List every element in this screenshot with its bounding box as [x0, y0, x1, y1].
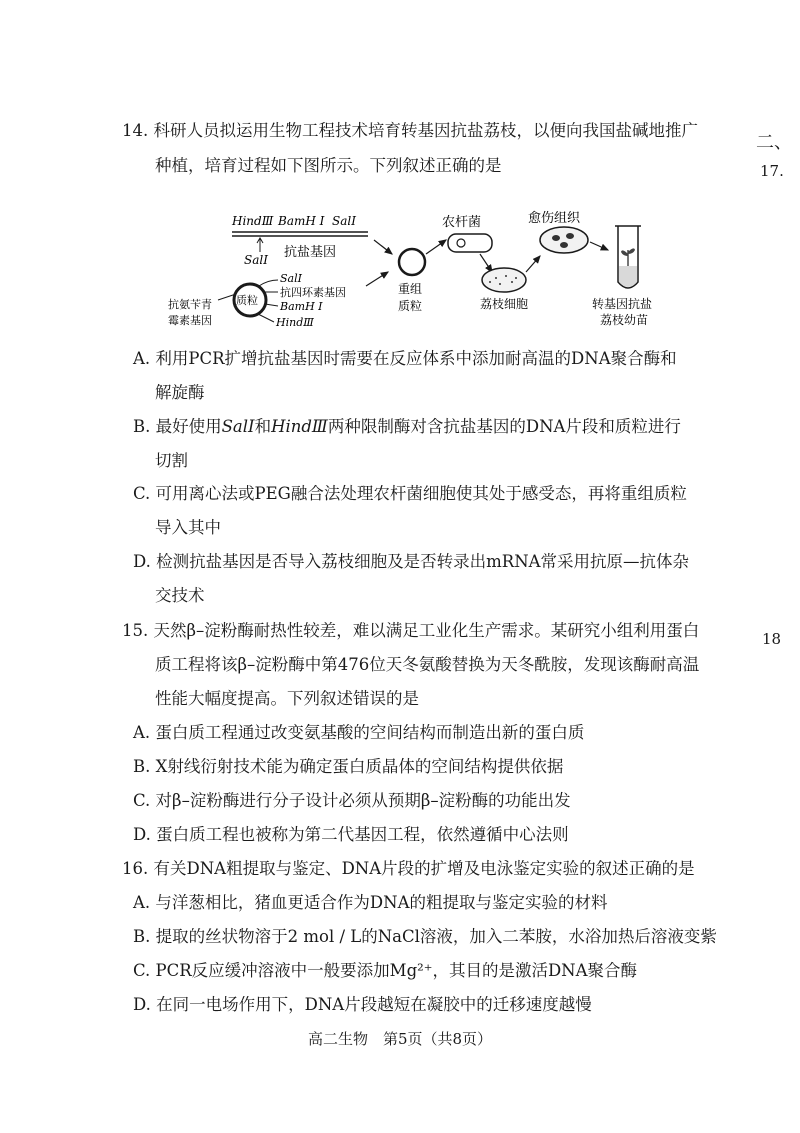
gene-site-bam: BamH I: [278, 214, 325, 228]
plasmid-site-bam: BamH I: [280, 300, 323, 313]
q14-option-c-line1: C. 可用离心法或PEG融合法处理农杆菌细胞使其处于感受态，再将重组质粒: [133, 484, 687, 503]
seedling-label-line2: 荔枝幼苗: [600, 313, 649, 327]
q15-option-d: D. 蛋白质工程也被称为第二代基因工程，依然遵循中心法则: [133, 825, 569, 844]
q14-option-d-line1: D. 检测抗盐基因是否导入荔枝细胞及是否转录出mRNA常采用抗原—抗体杂: [133, 552, 690, 571]
q16-option-c: C. PCR反应缓冲溶液中一般要添加Mg²⁺，其目的是激活DNA聚合酶: [133, 961, 638, 980]
q14-option-d-line2: 交技术: [155, 586, 205, 605]
agro-label: 农杆菌: [442, 215, 482, 230]
plasmid-site-sal: SalⅠ: [280, 272, 302, 285]
recombinant-plasmid: [399, 249, 425, 275]
recomb-label-line1: 重组: [398, 282, 423, 296]
q14-stem-line2: 种植，培育过程如下图所示。下列叙述正确的是: [155, 156, 502, 175]
q15-option-b: B. X射线衍射技术能为确定蛋白质晶体的空间结构提供依据: [133, 757, 564, 776]
lychee-cells-label: 荔枝细胞: [480, 297, 529, 311]
lychee-cell-dish: [482, 268, 526, 292]
q16-option-b: B. 提取的丝状物溶于2 mol / L的NaCl溶液，加入二苯胺，水浴加热后溶液变紫: [133, 927, 717, 946]
arrow-gene-to-recomb: [374, 240, 392, 254]
plasmid-center-label: 质粒: [236, 294, 258, 307]
amp-label-line2: 霉素基因: [168, 314, 212, 327]
q14-option-b-line1: B. 最好使用SalⅠ和HindⅢ两种限制酶对含抗盐基因的DNA片段和质粒进行: [133, 417, 681, 436]
arrow-agro-to-cells: [480, 254, 492, 272]
plasmid-site-hind: HindⅢ: [276, 316, 314, 329]
q14-option-c-line2: 导入其中: [155, 518, 221, 537]
gene-site-hind: HindⅢ: [232, 214, 274, 228]
margin-number-17: 17.: [760, 162, 784, 180]
margin-number-18: 18: [762, 630, 782, 648]
q15-stem-line1: 15. 天然β–淀粉酶耐热性较差，难以满足工业化生产需求。某研究小组利用蛋白: [122, 621, 700, 640]
callus-dish: [540, 227, 588, 253]
margin-section-marker: 二、: [756, 132, 792, 153]
q15-option-c: C. 对β–淀粉酶进行分子设计必须从预期β–淀粉酶的功能出发: [133, 791, 571, 810]
gene-site-sal-below: SalⅠ: [244, 253, 268, 267]
q14-option-a-line1: A. 利用PCR扩增抗盐基因时需要在反应体系中添加耐高温的DNA聚合酶和: [133, 349, 677, 368]
callus-label: 愈伤组织: [528, 211, 581, 226]
q14-option-a-line2: 解旋酶: [155, 383, 205, 402]
q16-stem: 16. 有关DNA粗提取与鉴定、DNA片段的扩增及电泳鉴定实验的叙述正确的是: [122, 859, 695, 878]
gene-label: 抗盐基因: [284, 245, 337, 260]
page-footer: 高二生物 第5页（共8页）: [307, 1030, 493, 1048]
q16-option-d: D. 在同一电场作用下，DNA片段越短在凝胶中的迁移速度越慢: [133, 995, 592, 1014]
gene-site-sal: SalⅠ: [332, 214, 356, 228]
arrow-plasmid-to-recomb: [366, 272, 388, 286]
q15-option-a: A. 蛋白质工程通过改变氨基酸的空间结构而制造出新的蛋白质: [133, 723, 585, 742]
amp-label-line1: 抗氨苄青: [168, 298, 212, 311]
q16-option-a: A. 与洋葱相比，猪血更适合作为DNA的粗提取与鉴定实验的材料: [133, 893, 608, 912]
q15-stem-line2: 质工程将该β–淀粉酶中第476位天冬氨酸替换为天冬酰胺，发现该酶耐高温: [155, 655, 700, 674]
q15-stem-line3: 性能大幅度提高。下列叙述错误的是: [155, 689, 419, 708]
arrow-callus-to-seedling: [590, 242, 608, 250]
seedling-label-line1: 转基因抗盐: [592, 297, 653, 311]
q14-diagram: [160, 196, 720, 340]
q14-stem-line1: 14. 科研人员拟运用生物工程技术培育转基因抗盐荔枝，以便向我国盐碱地推广: [122, 121, 698, 140]
agrobacterium-cell: [448, 234, 492, 252]
arrow-cells-to-callus: [526, 256, 540, 272]
recomb-label-line2: 质粒: [398, 299, 423, 313]
plasmid-tet-label: 抗四环素基因: [280, 286, 346, 299]
q14-option-b-line2: 切割: [155, 451, 188, 470]
arrow-recomb-to-agro: [426, 240, 446, 254]
